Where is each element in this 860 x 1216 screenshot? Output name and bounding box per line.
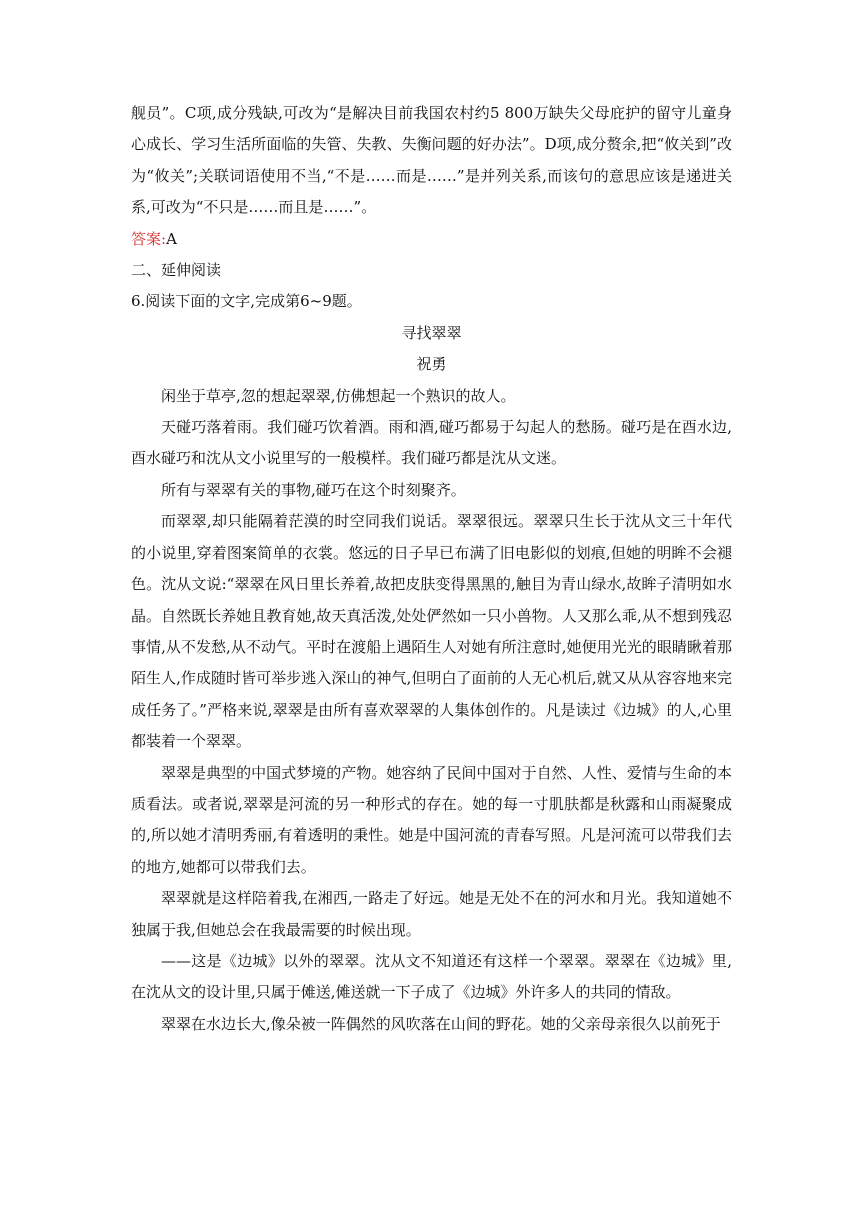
article-paragraph: 而翠翠,却只能隔着茫漠的时空同我们说话。翠翠很远。翠翠只生长于沈从文三十年代的小说里,穿着图案简单的衣裳。悠远的日子早已布满了旧电影似的划痕,但她的明眸不会褪色。沈从文说:“翠翠在风日里长养着,故把皮肤变得黑黑的,触目为青山绿水,故眸子清明如水晶。自然既长养她且教育她,故天真活泼,处处俨然如一只小兽物。人又那么乖,从不想到残忍事情,从不发愁,从不动气。平时在渡船上遇陌生人对她有所注意时,她便用光光的眼睛瞅着那陌生人,作成随时皆可举步逃入深山的神气,但明白了面前的人无心机后,就又从从容容地来完成任务了。”严格来说,翠翠是由所有喜欢翠翠的人集体创作的。凡是读过《边城》的人,心里都装着一个翠翠。	[131, 512, 732, 751]
answer-label: 答案:	[131, 229, 167, 248]
article-paragraph: 所有与翠翠有关的事物,碰巧在这个时刻聚齐。	[161, 480, 466, 499]
article-paragraph: 天碰巧落着雨。我们碰巧饮着酒。雨和酒,碰巧都易于勾起人的愁肠。碰巧是在酉水边,酉水碰巧和沈从文小说里写的一般模样。我们碰巧都是沈从文迷。	[131, 418, 732, 468]
article-paragraph: ——这是《边城》以外的翠翠。沈从文不知道还有这样一个翠翠。翠翠在《边城》里,在沈从文的设计里,只属于傩送,傩送就一下子成了《边城》外许多人的共同的情敌。	[131, 951, 732, 1002]
article-paragraph: 闲坐于草亭,忽的想起翠翠,仿佛想起一个熟识的故人。	[161, 386, 516, 405]
answer-line	[131, 224, 732, 255]
answer-value: A	[166, 229, 177, 248]
article-title: 寻找翠翠	[401, 323, 462, 342]
document-page	[131, 98, 732, 1040]
question-intro: 6.阅读下面的文字,完成第6~9题。	[131, 292, 362, 311]
section-heading: 二、延伸阅读	[131, 261, 222, 280]
article-paragraph: 翠翠是典型的中国式梦境的产物。她容纳了民间中国对于自然、人性、爱情与生命的本质看法。或者说,翠翠是河流的另一种形式的存在。她的每一寸肌肤都是秋露和山雨凝聚成的,所以她才清明秀丽,有着透明的秉性。她是中国河流的青春写照。凡是河流可以带我们去的地方,她都可以带我们去。	[131, 763, 732, 876]
article-author: 祝勇	[416, 355, 447, 374]
analysis-text: 舰员”。C项,成分残缺,可改为“是解决目前我国农村约5 800万缺失父母庇护的留守儿童身心成长、学习生活所面临的失管、失教、失衡问题的好办法”。D项,成分赘余,把“攸关到”改为“攸关”;关联词语使用不当,“不是……而是……”是并列关系,而该句的意思应该是递进关系,可改为“不只是……而且是……”。	[131, 104, 732, 217]
article-paragraph: 翠翠就是这样陪着我,在湘西,一路走了好远。她是无处不在的河水和月光。我知道她不独属于我,但她总会在我最需要的时候出现。	[131, 889, 732, 939]
article-paragraph: 翠翠在水边长大,像朵被一阵偶然的风吹落在山间的野花。她的父亲母亲很久以前死于	[161, 1014, 721, 1033]
